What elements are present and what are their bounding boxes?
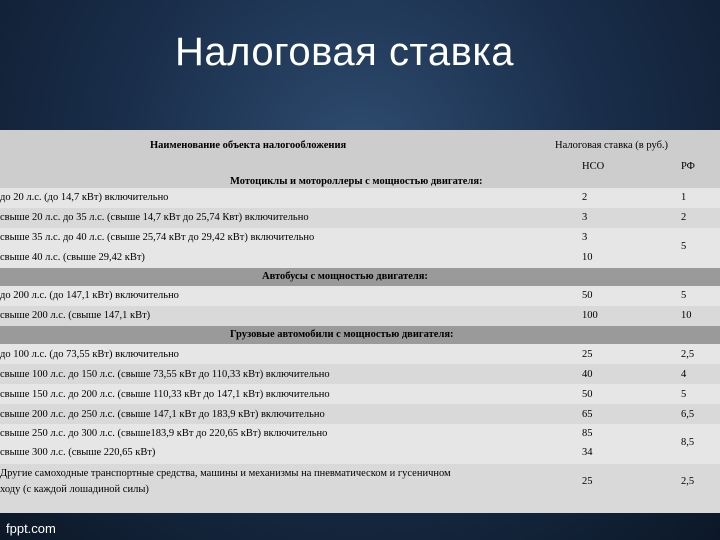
- table-row-merged: свыше 250 л.с. до 300 л.с. (свыше183,9 кВт до 220,65 кВт) включительно 85 свыше 300 л.с. (свыше 220,65 кВт) 34 8,5: [0, 424, 720, 464]
- section-title-trucks: Грузовые автомобили с мощностью двигателя:: [230, 329, 454, 340]
- section-title-motorcycles: Мотоциклы и мотороллеры с мощностью двигателя:: [230, 176, 483, 187]
- section-band: [0, 326, 720, 344]
- tax-rate-table: [0, 130, 720, 513]
- row-name: ходу (с каждой лошадиной силы): [0, 484, 149, 495]
- row-name: свыше 200 л.с. до 250 л.с. (свыше 147,1 кВт до 183,9 кВт) включительно: [0, 409, 325, 420]
- row-name: свыше 20 л.с. до 35 л.с. (свыше 14,7 кВт до 25,74 Квт) включительно: [0, 212, 309, 223]
- table-row: свыше 20 л.с. до 35 л.с. (свыше 14,7 кВт до 25,74 Квт) включительно 3 2: [0, 212, 687, 223]
- row-name: свыше 300 л.с. (свыше 220,65 кВт): [0, 447, 156, 458]
- slide-title: Налоговая ставка: [175, 30, 514, 74]
- row-name: свыше 35 л.с. до 40 л.с. (свыше 25,74 кВт до 29,42 кВт) включительно: [0, 232, 315, 243]
- table-row: до 100 л.с. (до 73,55 кВт) включительно 25 2,5: [0, 344, 720, 364]
- table-header: Наименование объекта налогообложения Налоговая ставка (в руб.) НСО РФ Мотоциклы и мотороллеры с мощностью двигателя:: [0, 130, 720, 188]
- table-row: свыше 150 л.с. до 200 л.с. (свыше 110,33 кВт до 147,1 кВт) включительно 50 5: [0, 384, 720, 404]
- header-tax-rate: Налоговая ставка (в руб.): [555, 140, 669, 151]
- row-name: свыше 100 л.с. до 150 л.с. (свыше 73,55 кВт до 110,33 кВт) включительно: [0, 369, 330, 380]
- table-row: свыше 200 л.с. до 250 л.с. (свыше 147,1 кВт до 183,9 кВт) включительно 65 6,5: [0, 409, 695, 420]
- table-row: свыше 200 л.с. (свыше 147,1 кВт) 100 10: [0, 310, 692, 321]
- row-name: Другие самоходные транспортные средства, машины и механизмы на пневматическом и гусеничном: [0, 468, 451, 479]
- header-object-name: Наименование объекта налогообложения: [150, 140, 347, 151]
- section-title-buses: Автобусы с мощностью двигателя:: [262, 271, 428, 282]
- row-name: свыше 150 л.с. до 200 л.с. (свыше 110,33 кВт до 147,1 кВт) включительно: [0, 389, 330, 400]
- row-name: свыше 40 л.с. (свыше 29,42 кВт): [0, 252, 145, 263]
- row-name: до 20 л.с. (до 14,7 кВт) включительно: [0, 192, 169, 203]
- table-row: до 20 л.с. (до 14,7 кВт) включительно 2 1: [0, 188, 720, 208]
- table-row: свыше 100 л.с. до 150 л.с. (свыше 73,55 кВт до 110,33 кВт) включительно 40 4: [0, 369, 687, 380]
- row-name: до 200 л.с. (до 147,1 кВт) включительно: [0, 290, 179, 301]
- section-band: [0, 268, 720, 286]
- footer-brand: fppt.com: [6, 521, 56, 536]
- row-name: свыше 200 л.с. (свыше 147,1 кВт): [0, 310, 151, 321]
- table-row: до 200 л.с. (до 147,1 кВт) включительно 50 5: [0, 286, 720, 306]
- table-row-merged: свыше 35 л.с. до 40 л.с. (свыше 25,74 кВт до 29,42 кВт) включительно 3 свыше 40 л.с. (свыше 29,42 кВт) 10 5: [0, 228, 720, 268]
- row-name: свыше 250 л.с. до 300 л.с. (свыше183,9 кВт до 220,65 кВт) включительно: [0, 428, 328, 439]
- table-row-other: Другие самоходные транспортные средства, машины и механизмы на пневматическом и гусеничном ходу (с каждой лошадиной силы) 25 2,5: [0, 468, 695, 495]
- row-name: до 100 л.с. (до 73,55 кВт) включительно: [0, 349, 179, 360]
